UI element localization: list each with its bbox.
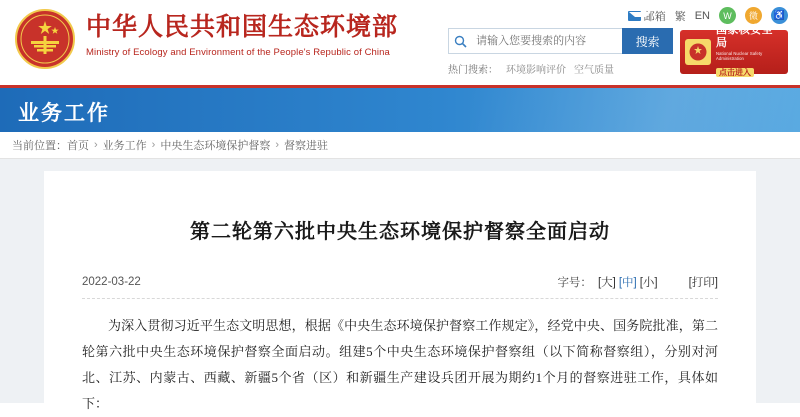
article-card — [44, 171, 756, 417]
accessibility-icon[interactable]: ♿ — [771, 7, 788, 24]
search-area — [448, 28, 673, 76]
mail-icon — [628, 11, 641, 21]
hot-search-row — [448, 61, 673, 76]
section-banner — [0, 88, 800, 132]
content-background — [0, 159, 800, 411]
font-size-label: 字号： — [557, 277, 592, 289]
meta-divider — [82, 298, 718, 299]
mail-label: 邮箱 — [643, 10, 666, 23]
article-title: 第二轮第六批中央生态环境保护督察全面启动 — [190, 221, 610, 243]
article-date: 2022-03-22 — [82, 276, 141, 288]
mail-link[interactable] — [628, 8, 666, 24]
traditional-chinese-link[interactable]: 繁 — [674, 10, 686, 23]
english-link[interactable]: EN — [694, 9, 710, 22]
brand-title-cn: 中华人民共和国生态环境部 — [86, 14, 399, 41]
print-button[interactable]: [打印] — [688, 277, 718, 289]
nnsa-badge[interactable] — [680, 24, 788, 77]
breadcrumb-item-inspection[interactable]: 中央生态环境保护督察 — [160, 140, 271, 152]
font-size-small[interactable]: [小] — [639, 277, 658, 289]
weibo-icon[interactable]: 微 — [745, 7, 762, 24]
top-utility-links — [628, 7, 788, 24]
article-paragraph-0: 为深入贯彻习近平生态文明思想，根据《中央生态环境保护督察工作规定》，经党中央、国务院批准，第二轮第六批中央生态环境保护督察全面启动。组建5个中央生态环境保护督察组（以下简称督察组），分别对河北、江苏、内蒙古、西藏、新疆5个省（区）和新疆生产建设兵团开展为期约1个月的督察进驻工作，具体如下： — [82, 318, 718, 411]
breadcrumb-separator-1: › — [151, 139, 156, 151]
search-icon — [448, 28, 472, 54]
national-emblem-icon — [14, 8, 76, 70]
wechat-icon[interactable]: W — [719, 7, 736, 24]
hot-search-item-1[interactable]: 空气质量 — [574, 65, 614, 76]
site-brand — [86, 14, 398, 58]
font-size-medium[interactable]: [中] — [618, 277, 637, 289]
brand-title-en: Ministry of Ecology and Environment of the People's Republic of China — [86, 46, 390, 58]
search-row — [448, 28, 673, 54]
page-title: 业务工作 — [18, 101, 110, 125]
breadcrumb-separator-2: › — [275, 139, 280, 151]
breadcrumb-item-stationing[interactable]: 督察进驻 — [284, 140, 329, 152]
nnsa-title: 国家核安全局 — [716, 24, 773, 50]
search-button[interactable]: 搜索 — [622, 28, 673, 54]
breadcrumb-prefix: 当前位置： — [12, 140, 67, 152]
breadcrumb-separator-0: › — [94, 139, 98, 151]
breadcrumb-item-business[interactable]: 业务工作 — [102, 140, 147, 152]
breadcrumb — [0, 132, 800, 159]
hot-search-label: 热门搜索： — [448, 65, 498, 76]
hot-search-item-0[interactable]: 环境影响评价 — [506, 65, 566, 76]
nnsa-subtitle: National Nuclear Safety Administration — [716, 50, 763, 61]
nnsa-badge-text — [716, 24, 783, 80]
site-header — [0, 0, 800, 88]
font-size-large[interactable]: [大] — [597, 277, 616, 289]
search-input[interactable] — [472, 28, 622, 54]
nnsa-emblem-icon — [685, 39, 711, 65]
nnsa-enter-label: 点击进入 — [716, 68, 754, 78]
font-size-controls — [557, 274, 718, 290]
breadcrumb-item-home[interactable]: 首页 — [67, 140, 89, 152]
article-meta-row — [82, 274, 718, 298]
